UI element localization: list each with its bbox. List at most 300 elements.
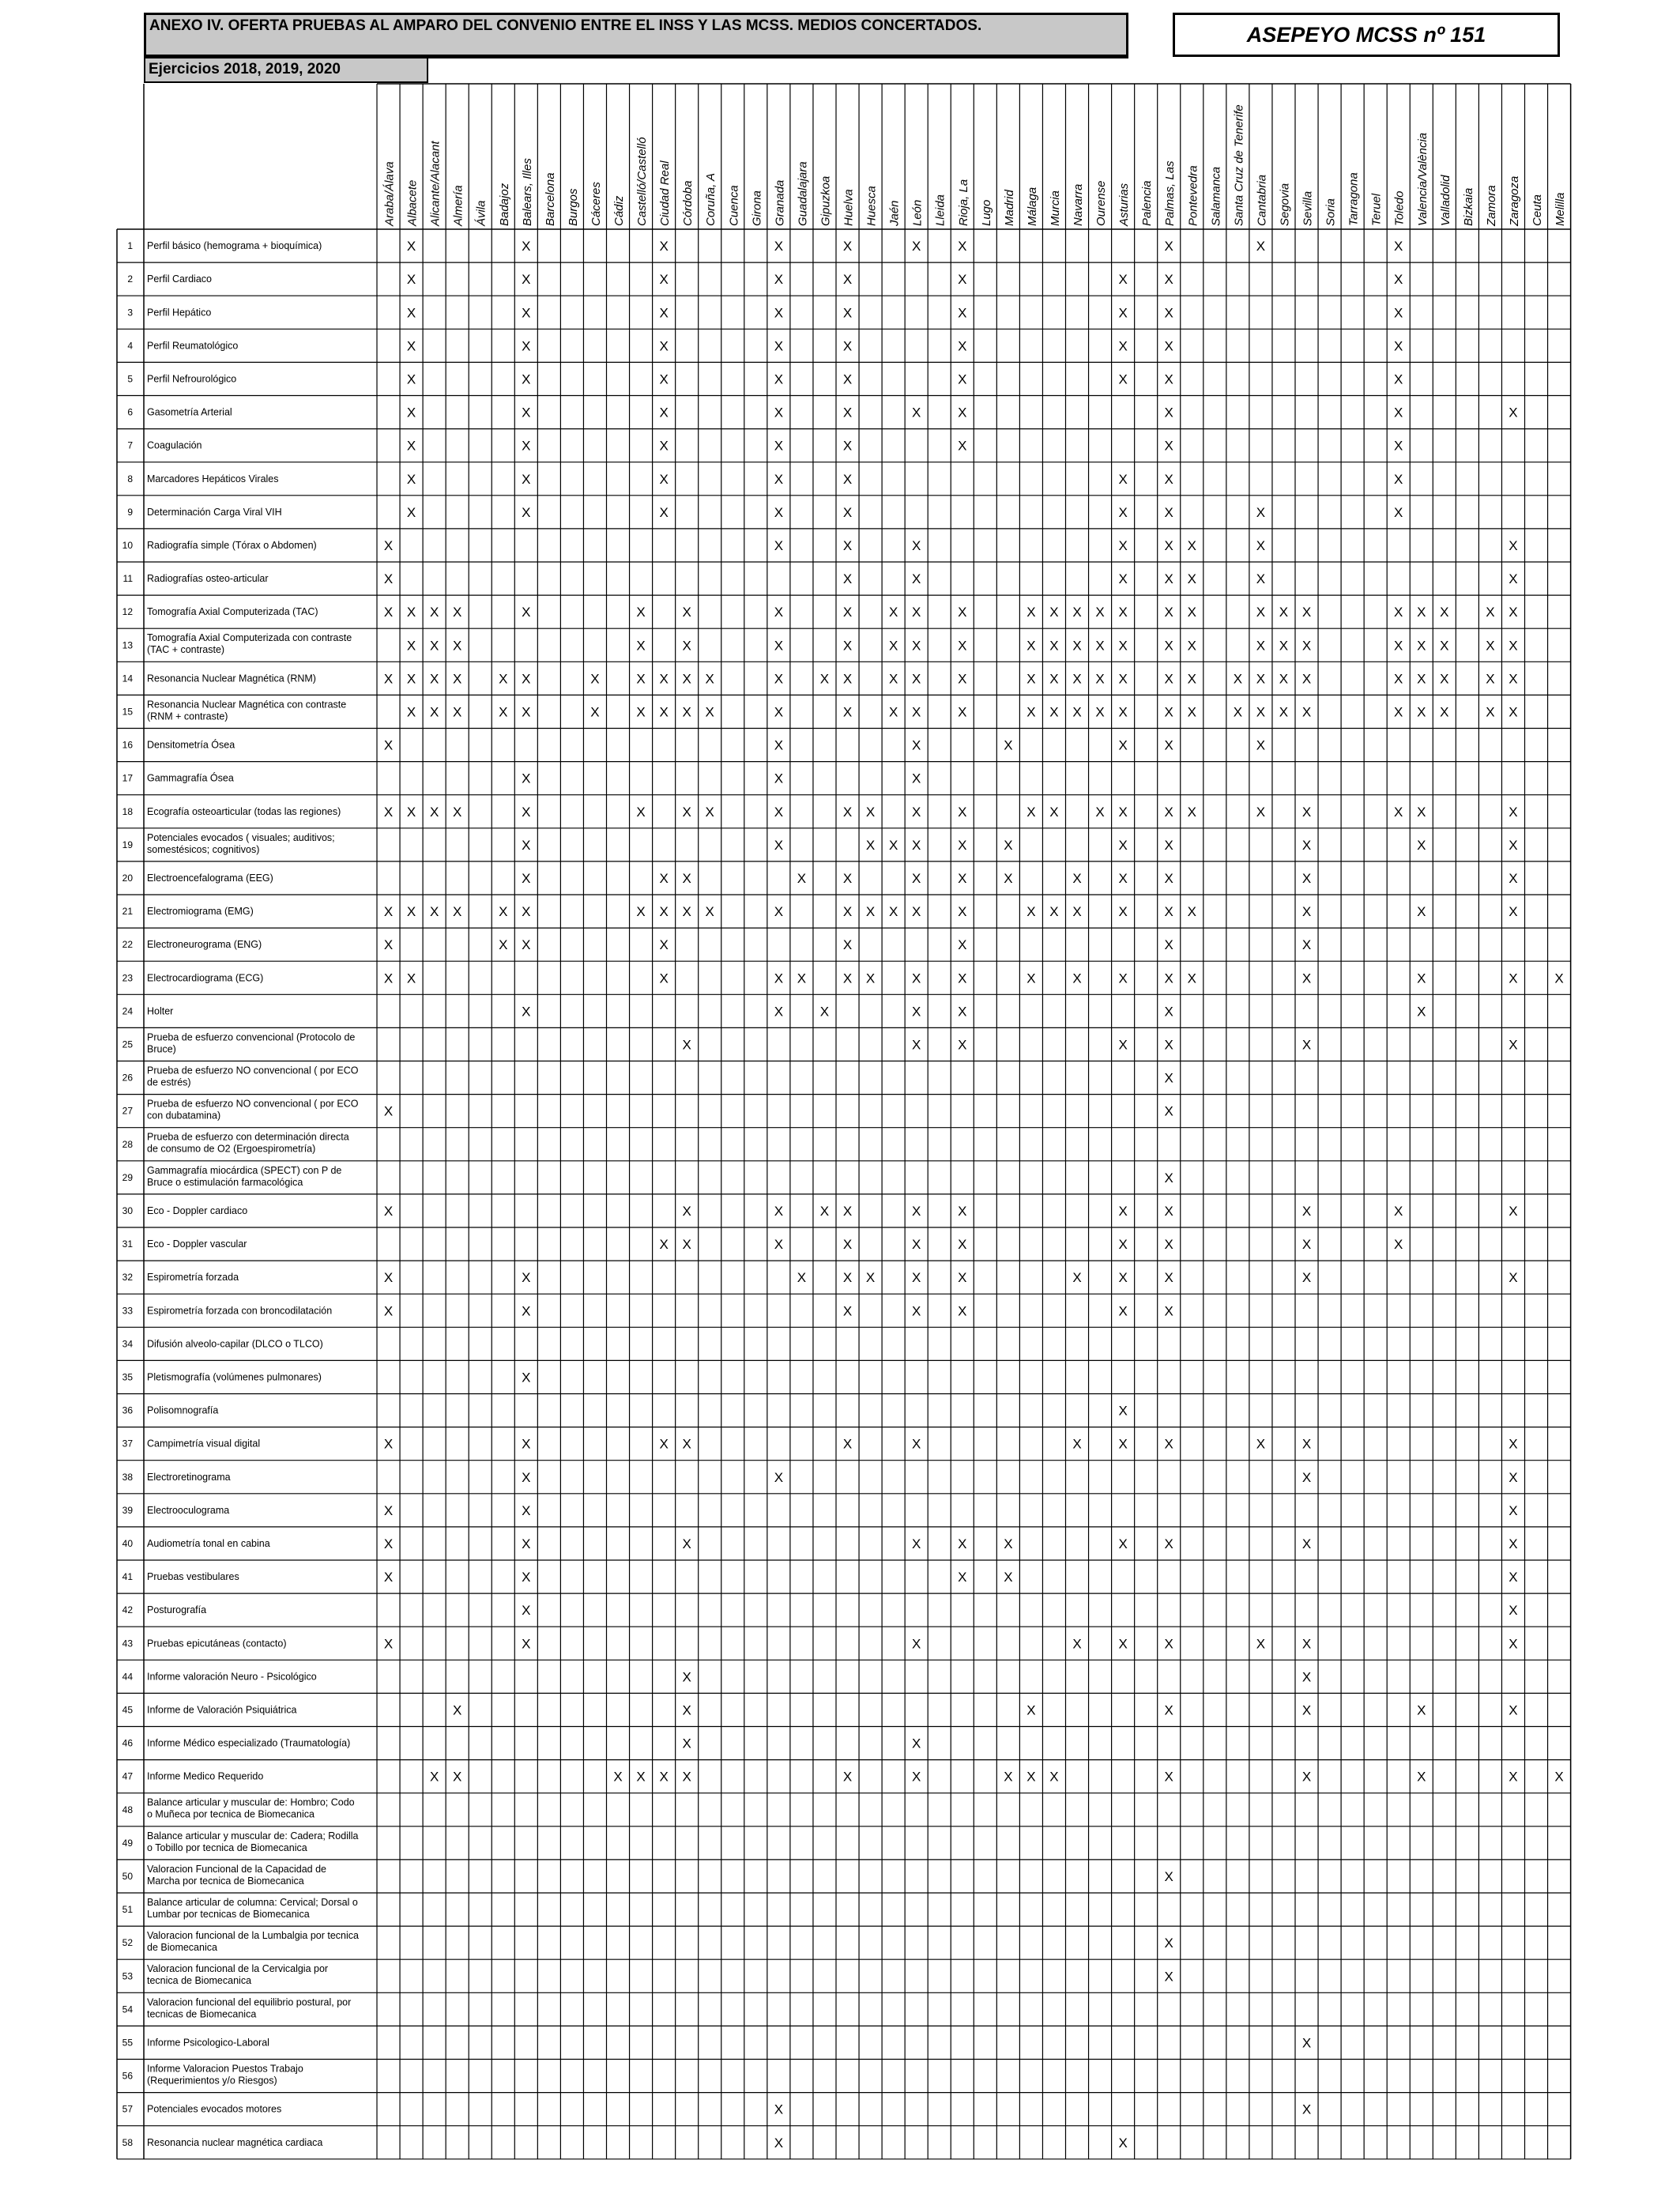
row-number: 6 [127, 406, 133, 418]
test-name: Eco - Doppler vascular [147, 1238, 247, 1250]
offer-mark: X [1049, 904, 1059, 920]
offer-mark: X [842, 971, 853, 986]
row-number: 38 [122, 1471, 133, 1483]
province-header: Valladolid [1438, 175, 1452, 226]
offer-mark: X [636, 605, 646, 620]
offer-mark: X [1394, 804, 1403, 820]
offer-mark: X [522, 605, 531, 620]
offer-mark: X [383, 1502, 394, 1518]
test-name: Bruce) [147, 1043, 176, 1055]
offer-mark: X [1509, 1570, 1518, 1585]
offer-mark: X [1164, 504, 1173, 520]
offer-mark: X [1118, 571, 1128, 587]
offer-mark: X [682, 1669, 691, 1685]
offer-mark: X [1394, 704, 1403, 720]
offer-mark: X [842, 272, 853, 288]
test-name: Coagulación [147, 439, 202, 451]
offer-mark: X [636, 904, 646, 920]
test-name: Electroneurograma (ENG) [147, 939, 262, 951]
row-number: 42 [122, 1604, 133, 1616]
offer-mark: X [383, 1270, 394, 1286]
offer-mark: X [383, 605, 394, 620]
offer-mark: X [429, 704, 439, 720]
offer-mark: X [682, 605, 691, 620]
offer-mark: X [774, 837, 784, 853]
offer-mark: X [1164, 471, 1173, 487]
offer-mark: X [888, 904, 898, 920]
offer-mark: X [1301, 1536, 1312, 1551]
offer-mark: X [1301, 804, 1312, 820]
test-name: Gasometría Arterial [147, 406, 232, 418]
offer-mark: X [1301, 937, 1312, 953]
offer-mark: X [406, 305, 416, 321]
province-header: Lleida [933, 194, 947, 226]
offer-mark: X [1509, 1636, 1518, 1652]
mutual-name: ASEPEYO MCSS nº 151 [1173, 13, 1560, 57]
offer-mark: X [522, 1270, 531, 1286]
offer-mark: X [1164, 1037, 1173, 1053]
offer-mark: X [774, 771, 784, 786]
test-name: o Tobillo por tecnica de Biomecanica [147, 1842, 307, 1853]
offer-mark: X [865, 837, 876, 853]
offer-mark: X [1072, 671, 1082, 687]
offer-mark: X [659, 704, 669, 720]
offer-mark: X [958, 405, 967, 420]
offer-mark: X [912, 804, 921, 820]
offer-mark: X [958, 870, 967, 886]
offer-mark: X [774, 904, 784, 920]
offer-mark: X [888, 671, 898, 687]
offer-mark: X [1095, 804, 1105, 820]
offer-mark: X [406, 272, 416, 288]
offer-mark: X [1417, 1004, 1426, 1020]
offer-mark: X [1026, 1769, 1036, 1785]
offer-mark: X [912, 1004, 921, 1020]
row-number: 44 [122, 1671, 133, 1683]
offer-mark: X [682, 870, 691, 886]
offer-mark: X [705, 904, 714, 920]
row-number: 39 [122, 1504, 133, 1516]
offer-mark: X [1486, 671, 1495, 687]
offer-mark: X [958, 638, 967, 654]
province-header: Asturias [1117, 183, 1132, 226]
offer-mark: X [1256, 537, 1266, 553]
offer-mark: X [958, 1270, 967, 1286]
row-number: 11 [122, 573, 133, 585]
test-name: Valoracion funcional de la Cervicalgia por [147, 1963, 329, 1975]
offer-mark: X [1026, 638, 1036, 654]
test-name: Posturografía [147, 1604, 207, 1616]
offer-mark: X [912, 1303, 921, 1319]
offer-mark: X [958, 438, 967, 454]
offer-mark: X [819, 1004, 830, 1020]
offer-mark: X [1417, 904, 1426, 920]
offer-mark: X [1417, 804, 1426, 820]
offer-mark: X [1164, 438, 1173, 454]
province-header: Murcia [1048, 190, 1062, 226]
offer-mark: X [1072, 1636, 1082, 1652]
row-number: 13 [122, 639, 133, 651]
offer-mark: X [1049, 1769, 1059, 1785]
offer-mark: X [797, 870, 807, 886]
offer-mark: X [958, 272, 967, 288]
offer-mark: X [682, 704, 691, 720]
offer-mark: X [682, 671, 691, 687]
offer-mark: X [1509, 537, 1518, 553]
offer-mark: X [1118, 1270, 1128, 1286]
offer-mark: X [1394, 1203, 1403, 1219]
offer-mark: X [1049, 605, 1059, 620]
test-name: Espirometría forzada [147, 1272, 239, 1284]
row-number: 27 [122, 1105, 133, 1117]
row-number: 50 [122, 1870, 133, 1882]
offer-mark: X [406, 804, 416, 820]
offer-mark: X [590, 704, 600, 720]
province-header: Córdoba [681, 180, 695, 226]
province-header: Navarra [1072, 183, 1086, 226]
offer-mark: X [1072, 971, 1082, 986]
test-name: Perfil Hepático [147, 307, 212, 319]
offer-mark: X [522, 870, 531, 886]
offer-mark: X [958, 937, 967, 953]
province-header: Madrid [1002, 190, 1016, 226]
offer-mark: X [383, 937, 394, 953]
row-number: 40 [122, 1537, 133, 1549]
offer-mark: X [1187, 904, 1196, 920]
offer-mark: X [705, 704, 714, 720]
province-header: Salamanca [1209, 166, 1223, 226]
offer-mark: X [1301, 904, 1312, 920]
offer-mark: X [522, 1303, 531, 1319]
test-name: tecnica de Biomecanica [147, 1975, 252, 1987]
offer-mark: X [958, 239, 967, 254]
offer-mark: X [842, 671, 853, 687]
offer-mark: X [1301, 1237, 1312, 1253]
offer-mark: X [1164, 804, 1173, 820]
offer-mark: X [429, 638, 439, 654]
offer-mark: X [659, 371, 669, 387]
offer-mark: X [1118, 671, 1128, 687]
province-header: Toledo [1392, 190, 1407, 226]
offer-mark: X [1004, 1769, 1013, 1785]
offer-mark: X [1301, 1037, 1312, 1053]
province-header: Coruña, A [704, 173, 718, 226]
offer-mark: X [958, 1203, 967, 1219]
row-number: 52 [122, 1937, 133, 1949]
test-name: (RNM + contraste) [147, 711, 228, 722]
test-name: tecnicas de Biomecanica [147, 2008, 257, 2020]
offer-mark: X [522, 671, 531, 687]
offer-mark: X [659, 305, 669, 321]
offer-mark: X [842, 537, 853, 553]
offer-mark: X [912, 837, 921, 853]
offer-mark: X [774, 371, 784, 387]
row-number: 2 [127, 273, 133, 285]
offer-mark: X [1118, 1203, 1128, 1219]
offer-mark: X [1256, 571, 1266, 587]
offer-mark: X [1394, 504, 1403, 520]
offer-mark: X [453, 671, 462, 687]
offer-mark: X [1509, 1603, 1518, 1619]
offer-mark: X [453, 1769, 462, 1785]
offer-mark: X [636, 804, 646, 820]
test-name: Valoracion funcional de la Lumbalgia por tecnica [147, 1930, 359, 1942]
offer-mark: X [1026, 1702, 1036, 1718]
offer-mark: X [522, 1502, 531, 1518]
offer-mark: X [659, 272, 669, 288]
offer-mark: X [774, 2102, 784, 2117]
offer-mark: X [842, 471, 853, 487]
row-number: 58 [122, 2136, 133, 2148]
test-name: Informe de Valoración Psiquiátrica [147, 1704, 297, 1716]
offer-mark: X [522, 1536, 531, 1551]
offer-mark: X [1164, 1070, 1173, 1086]
province-header: Granada [773, 179, 787, 226]
province-header: Cuenca [727, 185, 741, 226]
offer-mark: X [1004, 870, 1013, 886]
offer-mark: X [406, 638, 416, 654]
offer-mark: X [1394, 638, 1403, 654]
test-name: Polisomnografía [147, 1404, 219, 1416]
offer-mark: X [1301, 971, 1312, 986]
offer-mark: X [888, 837, 898, 853]
offer-mark: X [1118, 704, 1128, 720]
offer-mark: X [682, 638, 691, 654]
offer-mark: X [682, 1702, 691, 1718]
province-header: Bizkaia [1461, 187, 1475, 226]
offer-mark: X [522, 504, 531, 520]
offer-mark: X [659, 1769, 669, 1785]
offer-mark: X [383, 537, 394, 553]
province-header: Cantabria [1255, 174, 1269, 226]
offer-mark: X [1164, 1936, 1173, 1951]
test-name: Marcha por tecnica de Biomecanica [147, 1875, 304, 1887]
province-header: Valencia/València [1415, 132, 1430, 226]
offer-mark: X [958, 704, 967, 720]
offer-mark: X [659, 471, 669, 487]
offer-mark: X [1118, 605, 1128, 620]
offer-mark: X [1486, 638, 1495, 654]
province-header: Barcelona [543, 172, 557, 226]
province-header: Almería [451, 185, 465, 226]
test-name: Informe Valoracion Puestos Trabajo [147, 2063, 303, 2075]
row-number: 21 [122, 906, 133, 918]
offer-mark: X [842, 870, 853, 886]
offer-mark: X [1118, 371, 1128, 387]
offer-mark: X [682, 1536, 691, 1551]
offer-mark: X [659, 904, 669, 920]
test-name: Tomografía Axial Computerizada con contraste [147, 632, 352, 644]
offer-mark: X [1509, 1270, 1518, 1286]
offer-mark: X [1118, 338, 1128, 354]
offer-mark: X [659, 870, 669, 886]
row-number: 36 [122, 1404, 133, 1416]
test-name: Difusión alveolo-capilar (DLCO o TLCO) [147, 1338, 323, 1350]
offer-mark: X [819, 671, 830, 687]
test-name: Bruce o estimulación farmacológica [147, 1176, 303, 1188]
province-header: Huesca [864, 186, 879, 226]
offer-mark: X [383, 904, 394, 920]
row-number: 43 [122, 1638, 133, 1649]
offer-mark: X [383, 1203, 394, 1219]
offer-mark: X [453, 605, 462, 620]
offer-mark: X [1509, 804, 1518, 820]
row-number: 12 [122, 606, 133, 618]
offer-mark: X [912, 904, 921, 920]
offer-mark: X [1164, 1636, 1173, 1652]
offer-mark: X [1118, 1403, 1128, 1419]
offer-mark: X [958, 971, 967, 986]
row-number: 35 [122, 1371, 133, 1383]
offer-mark: X [1301, 1436, 1312, 1452]
offer-mark: X [1164, 1769, 1173, 1785]
offer-mark: X [1256, 1436, 1266, 1452]
row-number: 3 [127, 307, 133, 319]
offer-mark: X [522, 305, 531, 321]
offer-mark: X [1279, 605, 1289, 620]
offer-mark: X [522, 272, 531, 288]
offer-mark: X [383, 1303, 394, 1319]
offer-mark: X [1164, 605, 1173, 620]
offer-mark: X [1164, 1536, 1173, 1551]
offer-mark: X [1072, 1270, 1082, 1286]
offer-mark: X [842, 804, 853, 820]
offer-mark: X [888, 638, 898, 654]
province-header: Málaga [1025, 187, 1039, 226]
offer-mark: X [659, 937, 669, 953]
offer-mark: X [499, 937, 508, 953]
offer-mark: X [1279, 671, 1289, 687]
offer-mark: X [958, 605, 967, 620]
offer-mark: X [842, 1237, 853, 1253]
offer-mark: X [636, 704, 646, 720]
offer-mark: X [1118, 504, 1128, 520]
offer-mark: X [1301, 1669, 1312, 1685]
offer-mark: X [705, 671, 714, 687]
test-name: Potenciales evocados motores [147, 2103, 282, 2115]
test-name: de consumo de O2 (Ergoespirometría) [147, 1143, 316, 1155]
offer-mark: X [522, 1436, 531, 1452]
offer-mark: X [1164, 1868, 1173, 1884]
offer-mark: X [1394, 671, 1403, 687]
offer-mark: X [1233, 671, 1243, 687]
test-name: Radiografías osteo-articular [147, 573, 269, 585]
offer-mark: X [1164, 1303, 1173, 1319]
offer-mark: X [912, 870, 921, 886]
offer-mark: X [406, 405, 416, 420]
offer-mark: X [453, 904, 462, 920]
province-header: Sevilla [1301, 190, 1315, 226]
offer-mark: X [499, 904, 508, 920]
offer-mark: X [1394, 338, 1403, 354]
test-name: Marcadores Hepáticos Virales [147, 473, 279, 484]
row-number: 5 [127, 373, 133, 385]
offer-mark: X [1440, 671, 1449, 687]
test-name: Prueba de esfuerzo convencional (Protocolo de [147, 1031, 356, 1043]
test-name: Prueba de esfuerzo NO convencional ( por ECO [147, 1065, 359, 1076]
offer-mark: X [1394, 272, 1403, 288]
offer-mark: X [499, 671, 508, 687]
province-header: Cáceres [589, 182, 603, 226]
offer-mark: X [774, 1203, 784, 1219]
offer-mark: X [522, 837, 531, 853]
offer-mark: X [1004, 737, 1013, 753]
test-name: (TAC + contraste) [147, 644, 225, 656]
offer-mark: X [406, 504, 416, 520]
test-name: Balance articular y muscular de: Hombro; Codo [147, 1796, 355, 1808]
offer-mark: X [1256, 605, 1266, 620]
offer-mark: X [1394, 405, 1403, 420]
offer-mark: X [958, 671, 967, 687]
offer-mark: X [406, 671, 416, 687]
offer-mark: X [1164, 1702, 1173, 1718]
province-header: Soria [1324, 198, 1338, 226]
offer-mark: X [522, 405, 531, 420]
offer-mark: X [406, 338, 416, 354]
offer-mark: X [774, 338, 784, 354]
offer-mark: X [912, 239, 921, 254]
offer-mark: X [842, 438, 853, 454]
province-header: Melilla [1554, 192, 1568, 226]
offer-mark: X [912, 1270, 921, 1286]
offer-mark: X [912, 1769, 921, 1785]
offer-mark: X [1118, 837, 1128, 853]
offer-mark: X [1164, 1969, 1173, 1985]
offer-mark: X [912, 1736, 921, 1751]
offer-mark: X [1164, 1237, 1173, 1253]
offer-mark: X [522, 771, 531, 786]
offer-mark: X [1118, 638, 1128, 654]
offer-mark: X [522, 1603, 531, 1619]
province-header: Balears, Illes [520, 158, 534, 226]
offer-mark: X [1394, 605, 1403, 620]
test-name: Pruebas vestibulares [147, 1571, 239, 1583]
offer-mark: X [842, 1203, 853, 1219]
offer-mark: X [682, 1203, 691, 1219]
offer-mark: X [499, 704, 508, 720]
test-name: (Requerimientos y/o Riesgos) [147, 2075, 277, 2087]
offer-mark: X [590, 671, 600, 687]
offer-mark: X [1118, 870, 1128, 886]
offer-mark: X [958, 305, 967, 321]
offer-mark: X [1118, 971, 1128, 986]
test-name: de Biomecanica [147, 1942, 217, 1954]
offer-mark: X [774, 537, 784, 553]
test-name: Balance articular y muscular de: Cadera; Rodilla [147, 1830, 359, 1842]
offer-mark: X [912, 1636, 921, 1652]
offer-mark: X [429, 804, 439, 820]
offer-mark: X [1164, 305, 1173, 321]
offer-mark: X [842, 1270, 853, 1286]
offer-mark: X [774, 737, 784, 753]
offer-mark: X [1164, 870, 1173, 886]
offer-mark: X [842, 305, 853, 321]
offer-mark: X [1301, 671, 1312, 687]
offer-mark: X [383, 971, 394, 986]
test-name: Determinación Carga Viral VIH [147, 506, 282, 518]
row-number: 18 [122, 805, 133, 817]
offer-mark: X [1164, 239, 1173, 254]
offer-mark: X [797, 971, 807, 986]
offer-mark: X [1256, 737, 1266, 753]
offer-mark: X [1187, 605, 1196, 620]
row-number: 47 [122, 1770, 133, 1782]
offer-mark: X [1301, 2102, 1312, 2117]
offer-mark: X [797, 1270, 807, 1286]
row-number: 48 [122, 1804, 133, 1815]
offer-mark: X [1417, 605, 1426, 620]
offer-mark: X [774, 605, 784, 620]
